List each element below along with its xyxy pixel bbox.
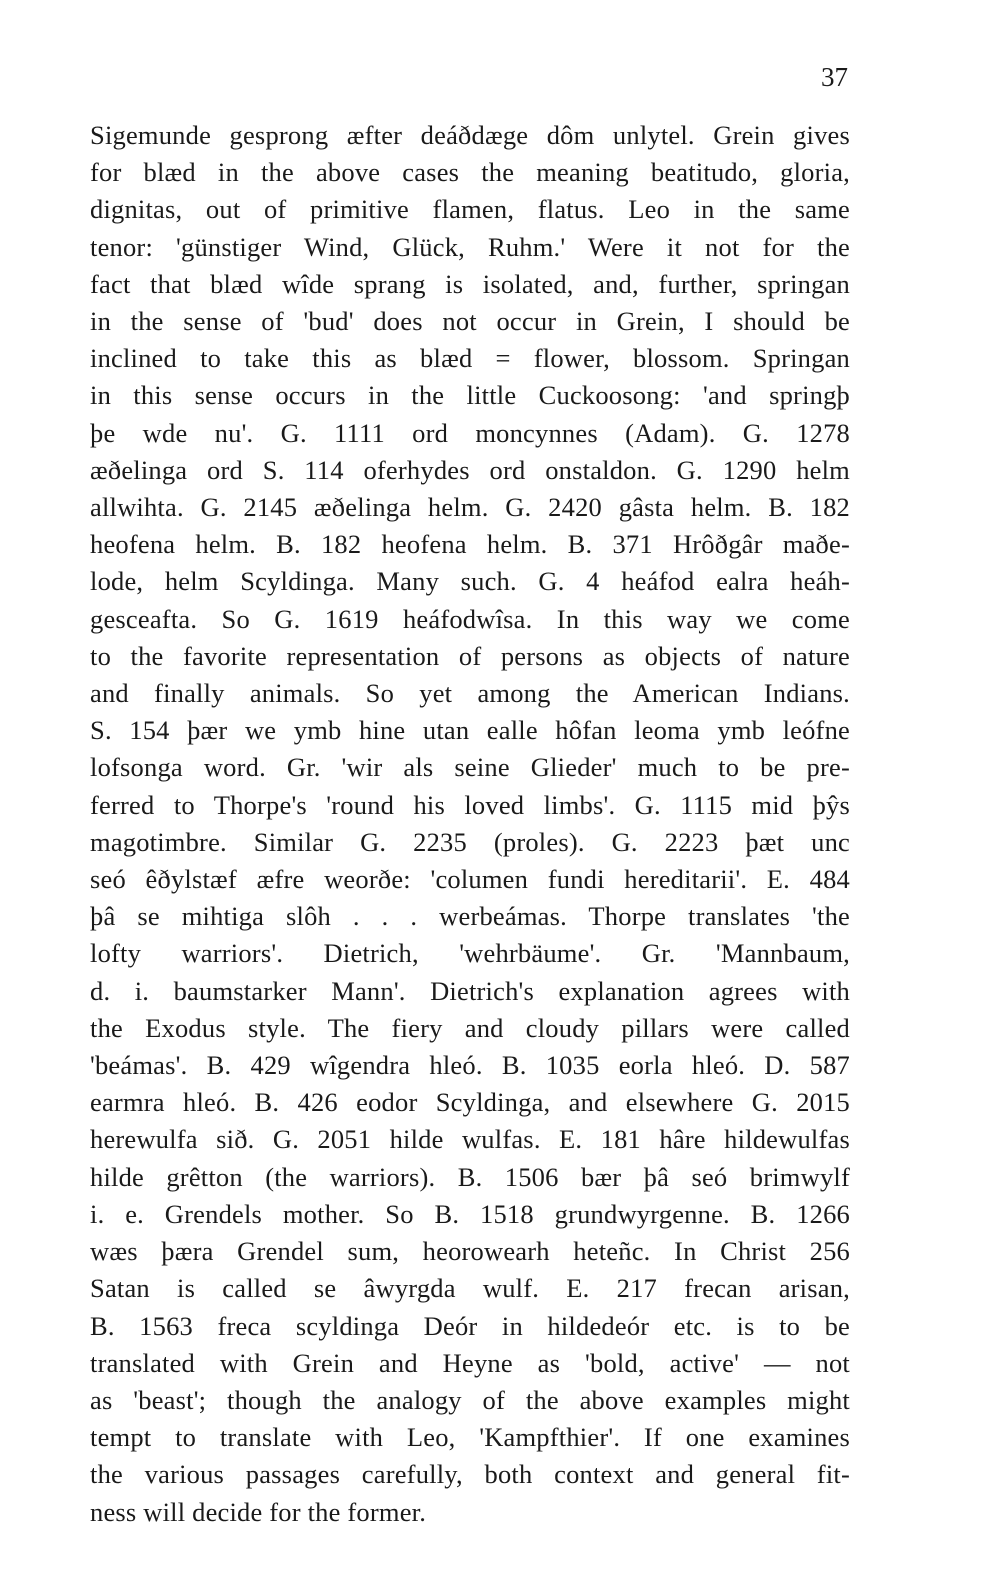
text-line: seó êðylstæf æfre weorðe: 'columen fundi hereditarii'. E. 484 bbox=[90, 864, 850, 895]
text-line: to the favorite representation of persons as objects of nature bbox=[90, 640, 850, 671]
body-text bbox=[90, 117, 850, 1531]
text-line: in this sense occurs in the little Cuckoosong: 'and springþ bbox=[90, 380, 850, 411]
page-number: 37 bbox=[821, 62, 848, 92]
text-line: the various passages carefully, both context and general fit- bbox=[90, 1459, 850, 1490]
text-line: Sigemunde gesprong æfter deáðdæge dôm unlytel. Grein gives bbox=[90, 120, 850, 150]
text-line: earmra hleó. B. 426 eodor Scyldinga, and elsewhere G. 2015 bbox=[90, 1087, 850, 1118]
text-line: translated with Grein and Heyne as 'bold, active' — not bbox=[90, 1347, 850, 1378]
text-line: æðelinga ord S. 114 oferhydes ord onstaldon. G. 1290 helm bbox=[90, 454, 850, 485]
text-line: and finally animals. So yet among the American Indians. bbox=[90, 678, 850, 709]
text-line: allwihta. G. 2145 æðelinga helm. G. 2420 gâsta helm. B. 182 bbox=[90, 492, 850, 523]
text-line: for blæd in the above cases the meaning beatitudo, gloria, bbox=[90, 157, 850, 188]
text-line: wæs þæra Grendel sum, heorowearh heteñc. In Christ 256 bbox=[90, 1236, 850, 1267]
text-line: gesceafta. So G. 1619 heáfodwîsa. In this way we come bbox=[90, 603, 850, 634]
text-line: fact that blæd wîde sprang is isolated, and, further, springan bbox=[90, 268, 850, 299]
text-line: hilde grêtton (the warriors). B. 1506 bær þâ seó brimwylf bbox=[90, 1161, 850, 1192]
text-line: 'beámas'. B. 429 wîgendra hleó. B. 1035 eorla hleó. D. 587 bbox=[90, 1050, 850, 1081]
text-line: tenor: 'günstiger Wind, Glück, Ruhm.' Were it not for the bbox=[90, 231, 850, 262]
text-line: d. i. baumstarker Mann'. Dietrich's explanation agrees with bbox=[90, 975, 850, 1006]
text-line: as 'beast'; though the analogy of the above examples might bbox=[90, 1384, 850, 1415]
text-line: the Exodus style. The fiery and cloudy pillars were called bbox=[90, 1012, 850, 1043]
text-line: magotimbre. Similar G. 2235 (proles). G. 2223 þæt unc bbox=[90, 826, 850, 857]
text-line: B. 1563 freca scyldinga Deór in hildedeór etc. is to be bbox=[90, 1310, 850, 1341]
text-line: lofty warriors'. Dietrich, 'wehrbäume'. Gr. 'Mannbaum, bbox=[90, 938, 850, 969]
text-line: lofsonga word. Gr. 'wir als seine Glieder' much to be pre- bbox=[90, 752, 850, 783]
text-line: ness will decide for the former. bbox=[90, 1496, 427, 1527]
text-line: heofena helm. B. 182 heofena helm. B. 371 Hrôðgâr maðe- bbox=[90, 529, 850, 560]
text-line: in the sense of 'bud' does not occur in Grein, I should be bbox=[90, 306, 850, 337]
text-line: tempt to translate with Leo, 'Kampfthier'. If one examines bbox=[90, 1422, 850, 1453]
text-line: þe wde nu'. G. 1111 ord moncynnes (Adam). G. 1278 bbox=[90, 417, 850, 448]
text-line: i. e. Grendels mother. So B. 1518 grundwyrgenne. B. 1266 bbox=[90, 1198, 850, 1229]
text-line: dignitas, out of primitive flamen, flatus. Leo in the same bbox=[90, 194, 850, 225]
text-line: S. 154 þær we ymb hine utan ealle hôfan leoma ymb leófne bbox=[90, 715, 850, 746]
text-line: Satan is called se âwyrgda wulf. E. 217 frecan arisan, bbox=[90, 1273, 850, 1304]
text-line: inclined to take this as blæd = flower, blossom. Springan bbox=[90, 343, 850, 374]
text-line: herewulfa sið. G. 2051 hilde wulfas. E. 181 hâre hildewulfas bbox=[90, 1124, 850, 1155]
text-line: ferred to Thorpe's 'round his loved limbs'. G. 1115 mid þŷs bbox=[90, 789, 850, 820]
text-line: þâ se mihtiga slôh . . . werbeámas. Thorpe translates 'the bbox=[90, 901, 850, 932]
text-line: lode, helm Scyldinga. Many such. G. 4 heáfod ealra heáh- bbox=[90, 566, 850, 597]
